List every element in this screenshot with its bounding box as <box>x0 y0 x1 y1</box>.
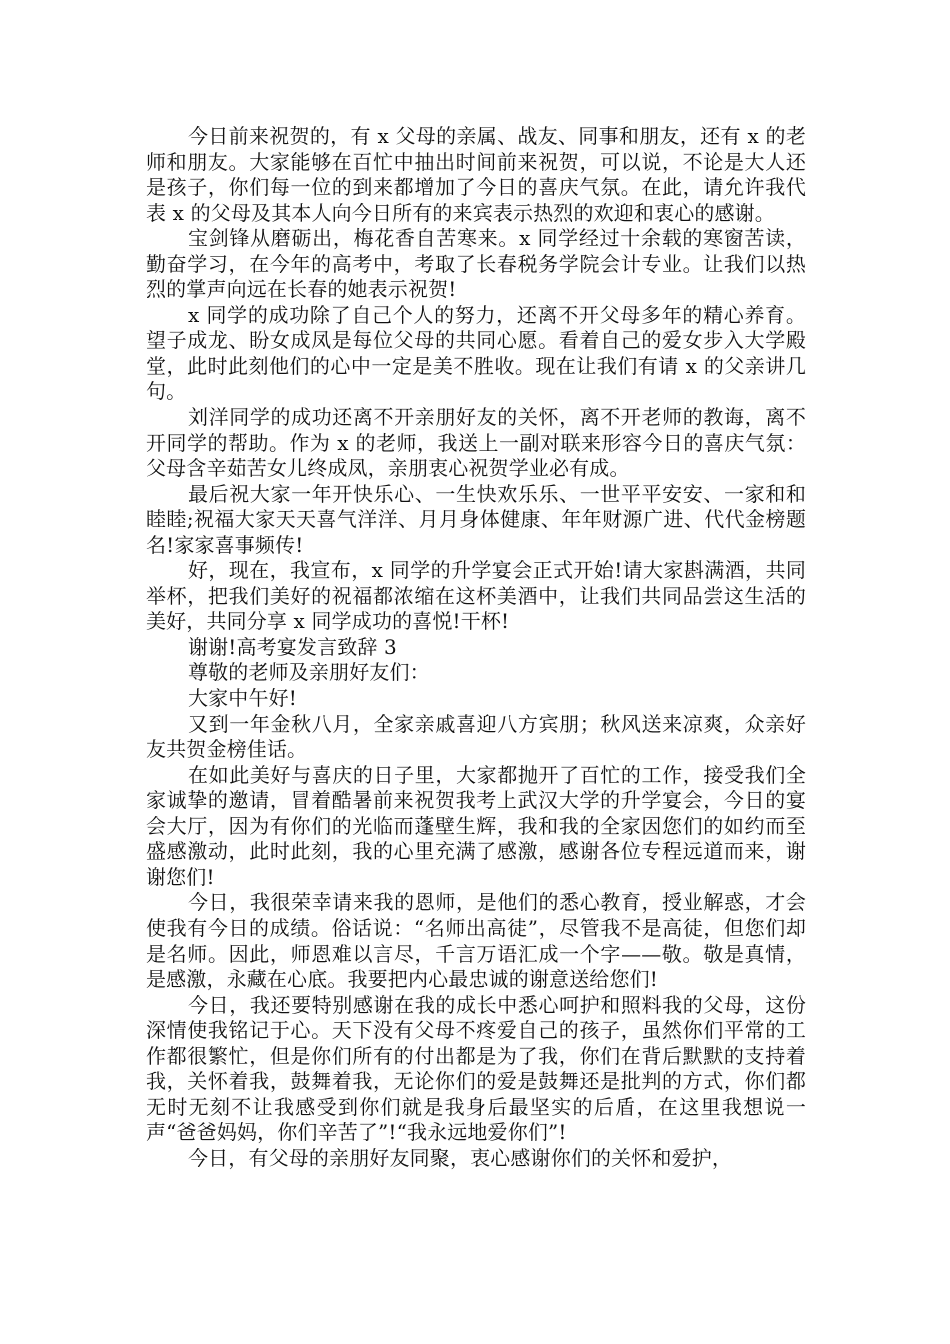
greeting: 大家中午好! <box>188 686 297 711</box>
document-body <box>146 124 806 1171</box>
section-heading: 谢谢!高考宴发言致辞 3 <box>188 634 397 659</box>
paragraph-11: 今日，有父母的亲朋好友同聚，衷心感谢你们的关怀和爱护， <box>188 1145 733 1170</box>
paragraph-10: 今日，我还要特别感谢在我的成长中悉心呵护和照料我的父母，这份深情使我铭记于心。天下没有父母不疼爱自己的孩子，虽然你们平常的工作都很繁忙，但是你们所有的付出都是为了我，你们在背后默默的支持着我，关怀着我，鼓舞着我，无论你们的爱是鼓舞还是批判的方式，你们都无时无刻不让我感受到你们就是我身后最坚实的后盾，在这里我想说一声“爸爸妈妈，你们辛苦了”!“我永远地爱你们”! <box>146 992 806 1145</box>
paragraph-5: 最后祝大家一年开快乐心、一生快欢乐乐、一世平平安安、一家和和睦睦;祝福大家天天喜气洋洋、月月身体健康、年年财源广进、代代金榜题名!家家喜事频传! <box>146 481 806 557</box>
paragraph-2: 宝剑锋从磨砺出，梅花香自苦寒来。x 同学经过十余载的寒窗苦读，勤奋学习，在今年的高考中，考取了长春税务学院会计专业。让我们以热烈的掌声向远在长春的她表示祝贺! <box>146 226 806 302</box>
paragraph-1: 今日前来祝贺的，有 x 父母的亲属、战友、同事和朋友，还有 x 的老师和朋友。大家能够在百忙中抽出时间前来祝贺，可以说，不论是大人还是孩子，你们每一位的到来都增加了今日的喜庆气氛。在此，请允许我代表 x 的父母及其本人向今日所有的来宾表示热烈的欢迎和衷心的感谢。 <box>146 124 806 225</box>
paragraph-7: 又到一年金秋八月，全家亲戚喜迎八方宾朋；秋风送来凉爽，众亲好友共贺金榜佳话。 <box>146 711 806 762</box>
paragraph-4: 刘洋同学的成功还离不开亲朋好友的关怀，离不开老师的教诲，离不开同学的帮助。作为 x 的老师，我送上一副对联来形容今日的喜庆气氛：父母含辛茹苦女儿终成凤，亲朋衷心祝贺学业必有成。 <box>146 405 806 481</box>
salutation: 尊敬的老师及亲朋好友们： <box>188 660 430 685</box>
paragraph-9: 今日，我很荣幸请来我的恩师，是他们的悉心教育，授业解惑，才会使我有今日的成绩。俗话说：“名师出高徒”，尽管我不是高徒，但您们却是名师。因此，师恩难以言尽，千言万语汇成一个字——敬。敬是真情，是感激，永藏在心底。我要把内心最忠诚的谢意送给您们! <box>146 890 806 992</box>
paragraph-8: 在如此美好与喜庆的日子里，大家都抛开了百忙的工作，接受我们全家诚挚的邀请，冒着酷暑前来祝贺我考上武汉大学的升学宴会，今日的宴会大厅，因为有你们的光临而蓬壁生辉，我和我的全家因您们的如约而至盛感激动，此时此刻，我的心里充满了感激，感谢各位专程远道而来，谢谢您们! <box>146 762 806 889</box>
paragraph-6: 好，现在，我宣布，x 同学的升学宴会正式开始!请大家斟满酒，共同举杯，把我们美好的祝福都浓缩在这杯美酒中，让我们共同品尝这生活的美好，共同分享 x 同学成功的喜悦!干杯! <box>146 558 806 634</box>
paragraph-3: x 同学的成功除了自己个人的努力，还离不开父母多年的精心养育。望子成龙、盼女成凤是每位父母的共同心愿。看着自己的爱女步入大学殿堂，此时此刻他们的心中一定是美不胜收。现在让我们有请 x 的父亲讲几句。 <box>146 302 806 404</box>
